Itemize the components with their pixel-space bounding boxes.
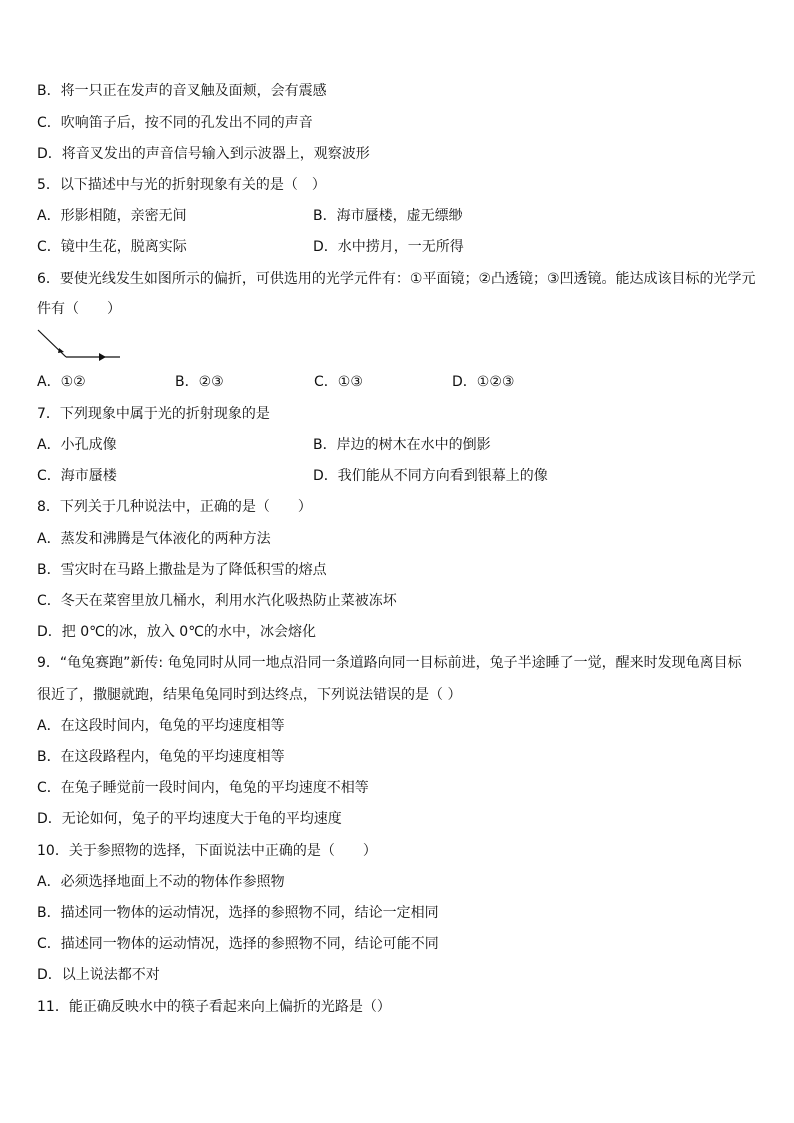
q4-option-b: B．将一只正在发声的音叉触及面颊，会有震感: [37, 83, 327, 99]
q9-option-d: D．无论如何，兔子的平均速度大于龟的平均速度: [37, 811, 342, 827]
q6-option-d: D．①②③: [452, 374, 515, 390]
q7-option-d: D．我们能从不同方向看到银幕上的像: [313, 468, 548, 484]
q5-option-b: B．海市蜃楼，虚无缥缈: [313, 208, 463, 224]
q8-option-b: B．雪灾时在马路上撒盐是为了降低积雪的熔点: [37, 562, 327, 578]
q9-option-b: B．在这段路程内，龟兔的平均速度相等: [37, 749, 285, 765]
q10-option-a: A．必须选择地面上不动的物体作参照物: [37, 874, 285, 890]
q4-option-d: D．将音叉发出的声音信号输入到示波器上，观察波形: [37, 146, 370, 162]
q6-stem-line2: 件有（ ）: [37, 301, 121, 317]
q7-option-a: A．小孔成像: [37, 437, 117, 453]
q6-option-b: B．②③: [175, 374, 224, 390]
q6-option-a: A．①②: [37, 374, 86, 390]
incident-arrow-icon: [58, 348, 64, 353]
q7-stem: 7．下列现象中属于光的折射现象的是: [37, 406, 270, 422]
q10-stem: 10．关于参照物的选择，下面说法中正确的是（ ）: [37, 843, 377, 859]
q11-stem: 11．能正确反映水中的筷子看起来向上偏折的光路是（）: [37, 999, 391, 1015]
q8-option-d: D．把 0℃的冰，放入 0℃的水中，冰会熔化: [37, 624, 316, 640]
q7-option-b: B．岸边的树木在水中的倒影: [313, 437, 491, 453]
q5-option-c: C．镜中生花，脱离实际: [37, 239, 187, 255]
q5-stem: 5．以下描述中与光的折射现象有关的是（ ）: [37, 177, 326, 193]
q4-option-c: C．吹响笛子后，按不同的孔发出不同的声音: [37, 115, 313, 131]
q9-option-a: A．在这段时间内，龟兔的平均速度相等: [37, 718, 285, 734]
q9-stem-line1: 9．“龟兔赛跑”新传: 龟兔同时从同一地点沿同一条道路向同一目标前进，兔子半途睡了一觉，醒来时发现龟离目标: [37, 655, 742, 671]
q6-option-c: C．①③: [314, 374, 363, 390]
q9-option-c: C．在兔子睡觉前一段时间内，龟兔的平均速度不相等: [37, 780, 369, 796]
incident-ray: [38, 330, 66, 357]
q9-stem-line2: 很近了，撒腿就跑，结果龟兔同时到达终点，下列说法错误的是（ ）: [37, 687, 462, 703]
q10-option-b: B．描述同一物体的运动情况，选择的参照物不同，结论一定相同: [37, 905, 439, 921]
q8-option-c: C．冬天在菜窖里放几桶水，利用水汽化吸热防止菜被冻坏: [37, 593, 397, 609]
q8-option-a: A．蒸发和沸腾是气体液化的两种方法: [37, 531, 271, 547]
q8-stem: 8．下列关于几种说法中，正确的是（ ）: [37, 499, 312, 515]
q10-option-c: C．描述同一物体的运动情况，选择的参照物不同，结论可能不同: [37, 936, 439, 952]
q10-option-d: D．以上说法都不对: [37, 967, 160, 983]
q6-stem-line1: 6．要使光线发生如图所示的偏折，可供选用的光学元件有：①平面镜；②凸透镜；③凹透镜。能达成该目标的光学元: [37, 271, 756, 287]
q5-option-d: D．水中捞月，一无所得: [313, 239, 464, 255]
q7-option-c: C．海市蜃楼: [37, 468, 117, 484]
light-deflection-diagram: [36, 326, 126, 366]
q5-option-a: A．形影相随，亲密无间: [37, 208, 187, 224]
deflected-arrow-icon: [99, 353, 106, 361]
